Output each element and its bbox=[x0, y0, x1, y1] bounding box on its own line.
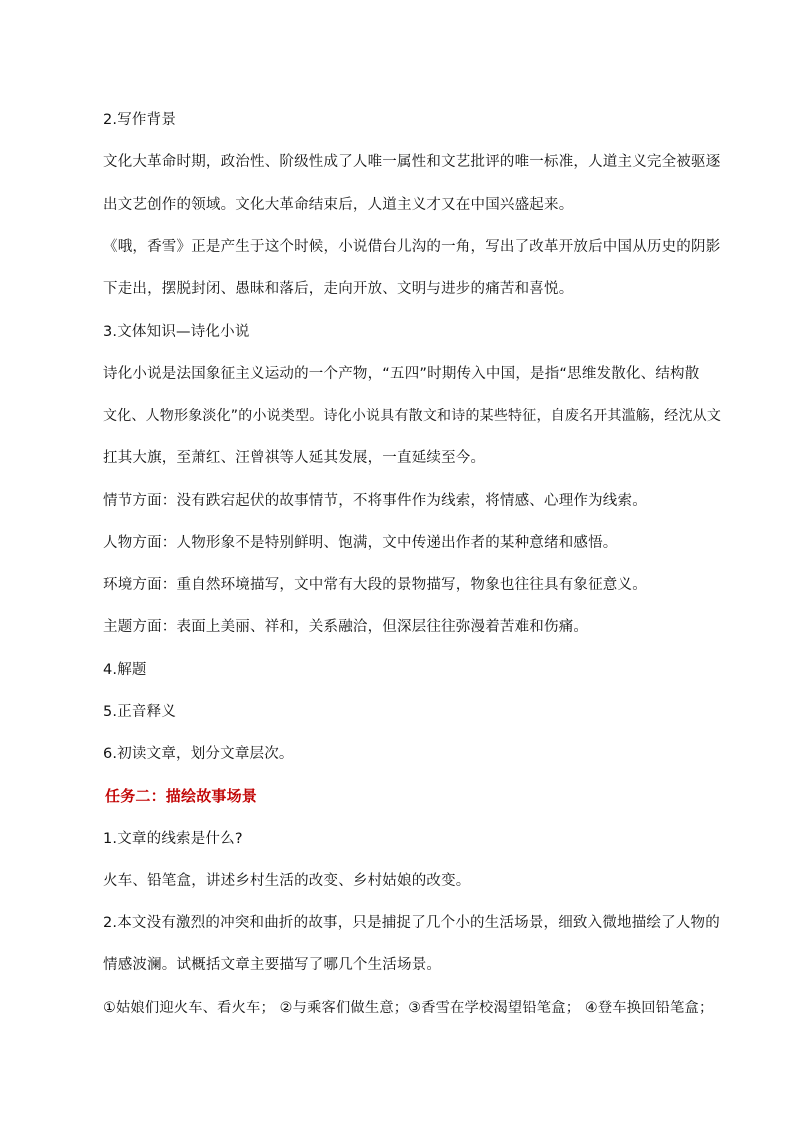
background-paragraph-1-line-1: 文化大革命时期，政治性、阶级性成了人唯一属性和文艺批评的唯一标准，人道主义完全被驱逐 bbox=[103, 154, 721, 170]
question-1: 1.文章的线索是什么? bbox=[103, 831, 243, 847]
plot-aspect: 情节方面：没有跌宕起伏的故事情节，不将事件作为线索，将情感、心理作为线索。 bbox=[103, 493, 647, 509]
section-heading-first-reading: 6.初读文章，划分文章层次。 bbox=[103, 746, 294, 762]
poetic-novel-paragraph-line-3: 扛其大旗，至萧红、汪曾祺等人延其发展，一直延续至今。 bbox=[103, 450, 486, 466]
environment-aspect: 环境方面：重自然环境描写，文中常有大段的景物描写，物象也往往具有象征意义。 bbox=[103, 577, 647, 593]
background-paragraph-2-line-1: 《哦，香雪》正是产生于这个时候，小说借台儿沟的一角，写出了改革开放后中国从历史的阴影 bbox=[103, 239, 721, 255]
section-heading-genre: 3.文体知识—诗化小说 bbox=[103, 324, 250, 340]
scenes-list: ①姑娘们迎火车、看火车； ②与乘客们做生意；③香雪在学校渴望铅笔盒； ④登车换回铅笔盒； bbox=[103, 1000, 714, 1016]
character-aspect: 人物方面：人物形象不是特别鲜明、饱满，文中传递出作者的某种意绪和感悟。 bbox=[103, 535, 618, 551]
section-heading-title-analysis: 4.解题 bbox=[103, 662, 147, 678]
section-heading-background: 2.写作背景 bbox=[103, 112, 177, 128]
background-paragraph-1-line-2: 出文艺创作的领域。文化大革命结束后，人道主义才又在中国兴盛起来。 bbox=[103, 197, 574, 213]
answer-1: 火车、铅笔盒，讲述乡村生活的改变、乡村姑娘的改变。 bbox=[103, 873, 471, 889]
question-2-line-1: 2.本文没有激烈的冲突和曲折的故事，只是捕捉了几个小的生活场景，细致入微地描绘了人物的 bbox=[103, 915, 720, 931]
section-heading-pronunciation: 5.正音释义 bbox=[103, 704, 177, 720]
background-paragraph-2-line-2: 下走出，摆脱封闭、愚昧和落后，走向开放、文明与进步的痛苦和喜悦。 bbox=[103, 281, 574, 297]
theme-aspect: 主题方面：表面上美丽、祥和，关系融洽，但深层往往弥漫着苦难和伤痛。 bbox=[103, 619, 589, 635]
poetic-novel-paragraph-line-2: 文化、人物形象淡化”的小说类型。诗化小说具有散文和诗的某些特征，自废名开其滥觞，经沈从文 bbox=[103, 408, 722, 424]
question-2-line-2: 情感波澜。试概括文章主要描写了哪几个生活场景。 bbox=[103, 957, 442, 973]
task2-heading: 任务二：描绘故事场景 bbox=[105, 787, 258, 805]
poetic-novel-paragraph-line-1: 诗化小说是法国象征主义运动的一个产物，“五四”时期传入中国，是指“思维发散化、结构散 bbox=[103, 366, 700, 382]
